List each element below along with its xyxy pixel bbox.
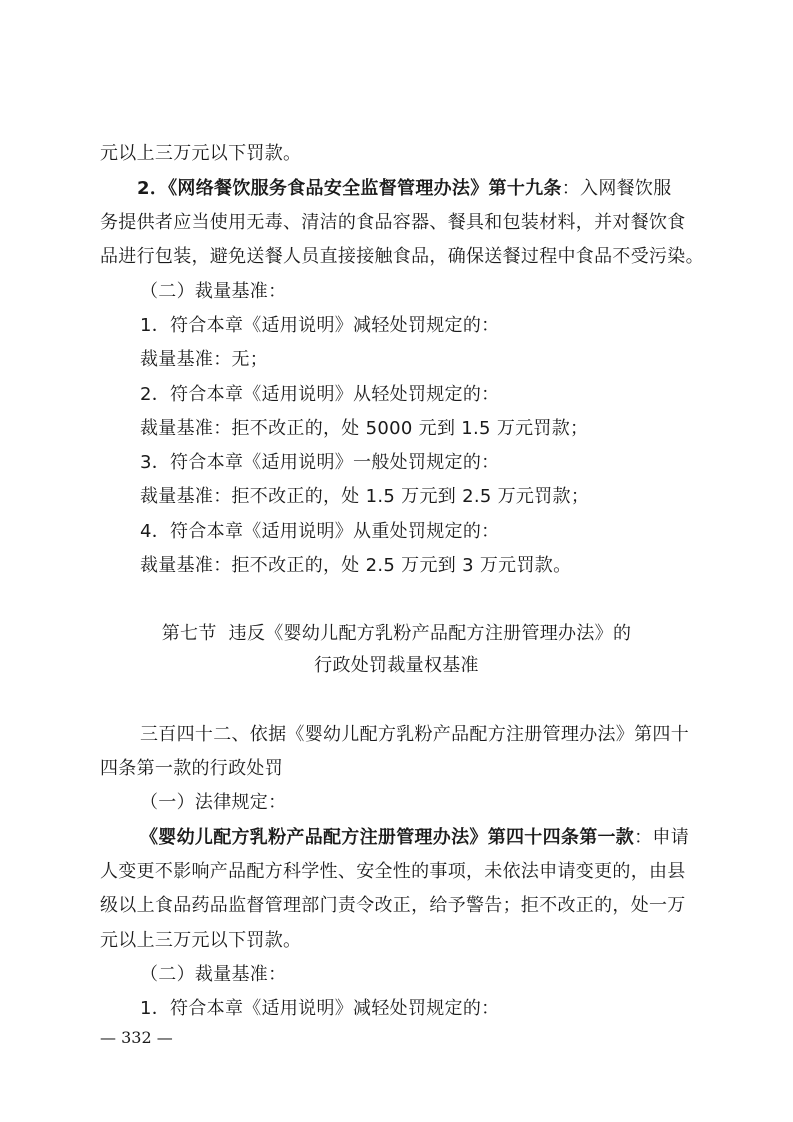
text-line: 1．符合本章《适用说明》减轻处罚规定的： [140, 998, 500, 1019]
text-line: 1．符合本章《适用说明》减轻处罚规定的： [140, 315, 500, 336]
text-fragment: ：申请 [634, 827, 690, 848]
text-line: 裁量基准：无； [140, 349, 269, 370]
text-line: 元以上三万元以下罚款。 [100, 930, 302, 951]
text-line [140, 826, 689, 850]
text-line: 四条第一款的行政处罚 [100, 758, 283, 779]
text-line: 人变更不影响产品配方科学性、安全性的事项，未依法申请变更的，由县 [100, 861, 686, 882]
law-citation: 2．《网络餐饮服务食品安全监督管理办法》第十九条 [137, 178, 562, 199]
text-line: 元以上三万元以下罚款。 [100, 143, 302, 164]
text-line: 裁量基准：拒不改正的，处 1.5 万元到 2.5 万元罚款； [140, 486, 590, 507]
text-line: 三百四十二、依据《婴幼儿配方乳粉产品配方注册管理办法》第四十 [140, 724, 689, 745]
text-line: 裁量基准：拒不改正的，处 5000 元到 1.5 万元罚款； [140, 418, 589, 439]
text-line: 3．符合本章《适用说明》一般处罚规定的： [140, 452, 500, 473]
text-fragment: ：入网餐饮服 [561, 178, 672, 199]
text-line: （二）裁量基准： [140, 964, 287, 985]
page-number: — 332 — [100, 1028, 173, 1047]
text-line [137, 177, 672, 201]
text-line: 裁量基准：拒不改正的，处 2.5 万元到 3 万元罚款。 [140, 555, 572, 576]
text-line: （二）裁量基准： [140, 281, 287, 302]
section-heading: 第七节 违反《婴幼儿配方乳粉产品配方注册管理办法》的 [161, 623, 632, 644]
law-citation: 《婴幼儿配方乳粉产品配方注册管理办法》第四十四条第一款 [140, 827, 635, 848]
text-line: （一）法律规定： [140, 792, 287, 813]
text-line: 4．符合本章《适用说明》从重处罚规定的： [140, 521, 500, 542]
section-heading-subtitle: 行政处罚裁量权基准 [314, 655, 479, 676]
text-line: 2．符合本章《适用说明》从轻处罚规定的： [140, 384, 500, 405]
text-line: 级以上食品药品监督管理部门责令改正，给予警告；拒不改正的，处一万 [100, 895, 686, 916]
text-line: 务提供者应当使用无毒、清洁的食品容器、餐具和包装材料，并对餐饮食 [100, 212, 686, 233]
text-line: 品进行包装，避免送餐人员直接接触食品，确保送餐过程中食品不受污染。 [100, 246, 704, 267]
